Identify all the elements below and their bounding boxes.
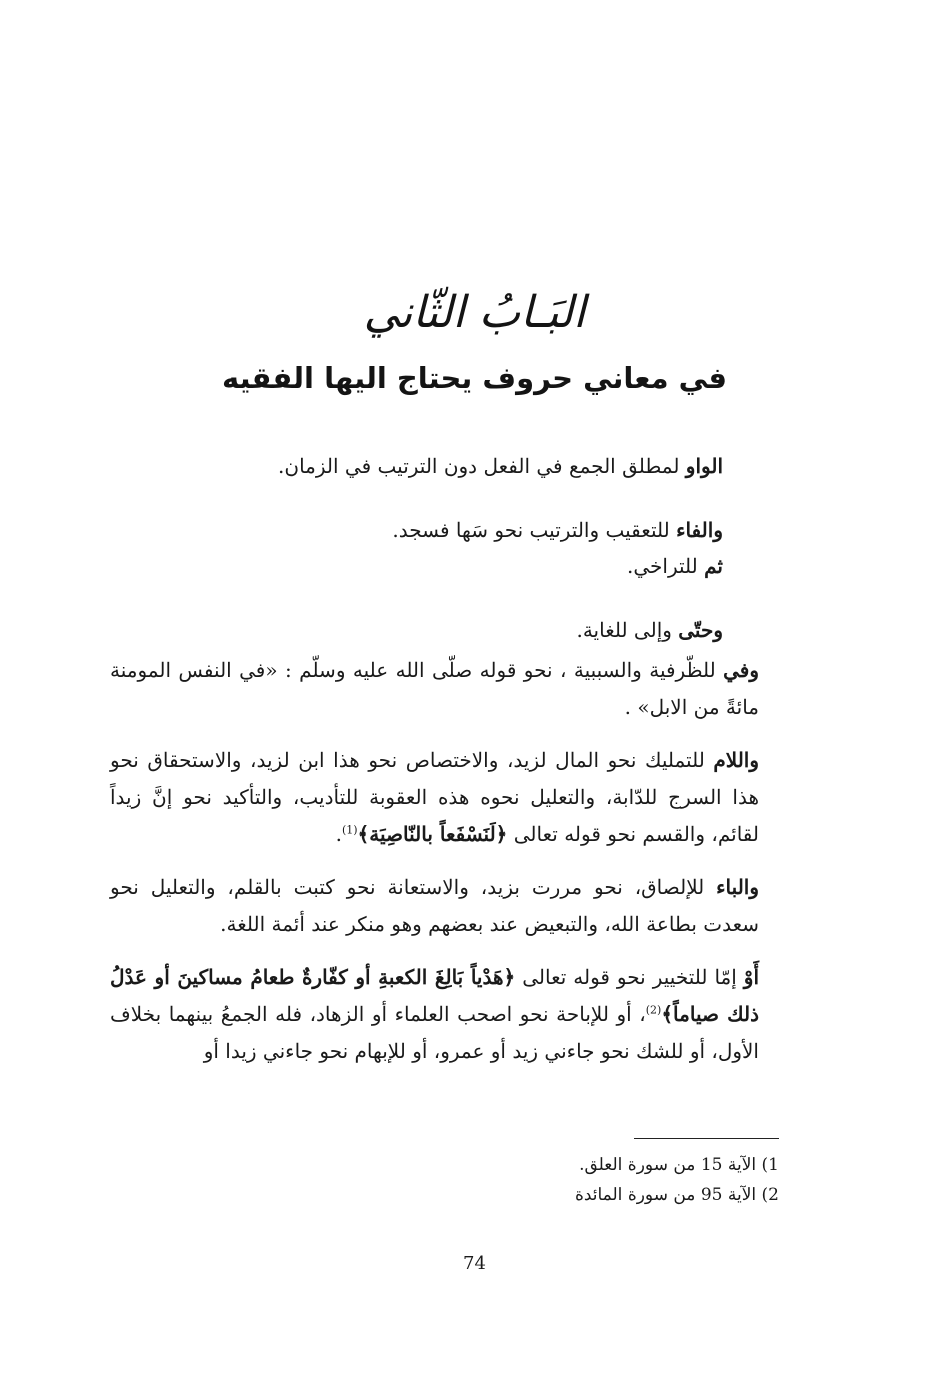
paragraph-text-end: ، أو للإباحة نحو اصحب العلماء أو الزهاد، فله الجمعُ بينهما بخلاف الأول، أو للشك نحو جاءني زيد أو عمرو، أو للإبهام نحو جاءني زيدا أو: [110, 1002, 759, 1063]
paragraph-ba: [110, 869, 779, 943]
footnotes: [379, 1150, 779, 1210]
definition-line-fa: [203, 512, 723, 548]
definition-line-hatta: [203, 612, 723, 648]
paragraph-lead: وفي: [723, 658, 759, 682]
definition-lead: الواو: [685, 454, 723, 478]
definition-lead: وحتّى: [678, 618, 723, 642]
footnote-divider: [634, 1138, 779, 1139]
paragraph-text: إمّا للتخيير نحو قوله تعالى: [515, 965, 744, 989]
footnote-1: 1) الآية 15 من سورة العلق.: [579, 1155, 779, 1175]
paragraph-text-end: .: [335, 822, 342, 846]
paragraph-lam: [110, 742, 779, 853]
quran-quote: ﴿لَنَسْفَعاً بالنّاصِيَة﴾: [357, 822, 508, 846]
footnote-2: 2) الآية 95 من سورة المائدة: [574, 1185, 779, 1205]
definition-line-thumma: [203, 548, 723, 584]
paragraph-text: للإلصاق، نحو مررت بزيد، والاستعانة نحو كتبت بالقلم، والتعليل نحو سعدت بطاعة الله، والتبعيض عند بعضهم وهو منكر عند أئمة اللغة.: [110, 875, 759, 936]
quran-quote: ﴿هَدْياً بَالِغَ الكعبةِ أو كفّارةٌ طعامُ مساكينَ أو عَدْلُ ذلك صياماً﴾: [110, 965, 759, 1026]
body-text: [110, 652, 779, 1086]
footnote-marker: (2): [645, 1003, 662, 1017]
page-number: 74: [463, 1253, 486, 1274]
paragraph-lead: والباء: [716, 875, 759, 899]
definition-text: لمطلق الجمع في الفعل دون الترتيب في الزمان.: [278, 454, 686, 478]
paragraph-lead: واللام: [713, 748, 759, 772]
paragraph-text: للتمليك نحو المال لزيد، والاختصاص نحو هذا ابن لزيد، والاستحقاق نحو هذا السرج للدّابة، والتعليل نحوه هذه العقوبة للتأديب، والتأكيد نحو إنَّ زيداً لقائم، والقسم نحو قوله تعالى: [110, 748, 759, 846]
paragraph-lead: أَوْ: [743, 965, 759, 989]
definition-lines: [203, 448, 723, 648]
paragraph-fi: [110, 652, 779, 726]
definition-line-waw: [203, 448, 723, 484]
paragraph-aw: [110, 959, 779, 1070]
definition-text: للتعقيب والترتيب نحو سَها فسجد.: [392, 518, 677, 542]
definition-lead: والفاء: [676, 518, 723, 542]
chapter-subtitle: في معاني حروف يحتاج اليها الفقيه: [221, 361, 728, 395]
paragraph-text: للظّرفية والسببية ، نحو قوله صلّى الله عليه وسلّم : «في النفس المومنة مائةً من الابل» .: [110, 658, 759, 719]
definition-text: للتراخي.: [627, 554, 705, 578]
footnote-marker: (1): [341, 823, 358, 837]
definition-lead: ثم: [704, 554, 723, 578]
chapter-title: البَـابُ الثّاني: [363, 287, 586, 338]
definition-text: وإلى للغاية.: [576, 618, 679, 642]
